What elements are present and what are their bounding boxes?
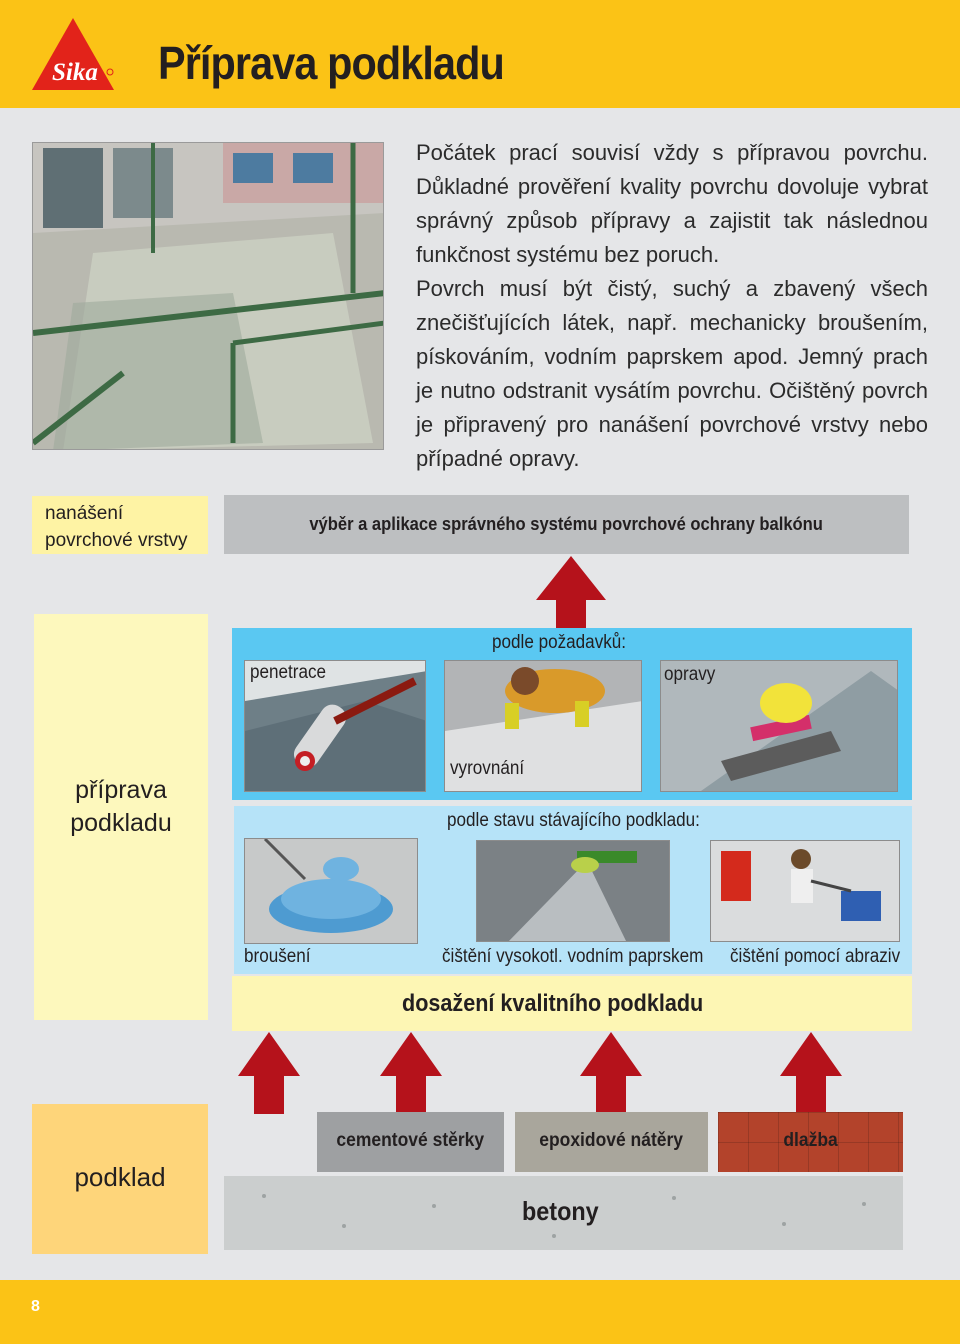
surface-system-bar	[224, 495, 909, 554]
category-preparation: příprava podkladu	[34, 614, 208, 1020]
penetration-label: penetrace	[250, 662, 327, 683]
base-tiles	[718, 1112, 903, 1172]
category-surface-layer: nanášení povrchové vrstvy	[32, 496, 208, 554]
base-cement-screed	[317, 1112, 504, 1172]
requirements-panel	[232, 628, 912, 800]
arrow-up-icon	[774, 1032, 848, 1114]
intro-paragraph-2: Povrch musí být čistý, suchý a zbavený všech znečišťujících látek, např. mechanicky broušením, pískováním, vodním paprskem apod. Jemný prach je nutno odstranit vysátím povrchu. Očištěný povrch je připravený pro nanášení povrchové vrstvy nebo případné opravy.	[416, 276, 928, 471]
intro-text	[416, 136, 928, 476]
grinding-label: broušení	[244, 946, 311, 967]
balcony-photo	[32, 142, 384, 450]
levelling-label: vyrovnání	[450, 758, 525, 779]
concrete-label: betony	[522, 1196, 599, 1226]
logo-wordmark: Sika	[52, 59, 98, 86]
quality-bar	[232, 976, 912, 1031]
sika-logo	[30, 16, 116, 92]
water-jet-photo	[476, 840, 670, 942]
arrow-up-icon	[534, 556, 608, 628]
base-epoxy-coating	[515, 1112, 708, 1172]
conditions-panel	[234, 806, 912, 974]
page-number: 8	[31, 1298, 40, 1315]
abrasive-photo	[710, 840, 900, 942]
page-title: Příprava podkladu	[158, 37, 504, 89]
base-concrete	[224, 1176, 903, 1250]
epoxy-coating-label: epoxidové nátěry	[539, 1130, 684, 1151]
arrow-up-icon	[374, 1032, 448, 1114]
grinding-photo	[244, 838, 418, 944]
quality-label: dosažení kvalitního podkladu	[402, 990, 704, 1017]
requirements-heading: podle požadavků:	[492, 632, 627, 653]
page-footer	[0, 1280, 960, 1344]
repairs-label: opravy	[664, 664, 716, 685]
arrow-up-icon	[574, 1032, 648, 1114]
category-base: podklad	[32, 1104, 208, 1254]
tiles-label: dlažba	[783, 1130, 838, 1151]
arrow-up-icon	[232, 1032, 306, 1114]
surface-system-label: výběr a aplikace správného systému povrchové ochrany balkónu	[309, 514, 824, 534]
conditions-heading: podle stavu stávajícího podkladu:	[447, 810, 700, 831]
abrasive-label: čištění pomocí abraziv	[730, 946, 901, 967]
cement-screed-label: cementové stěrky	[336, 1130, 485, 1151]
water-jet-label: čištění vysokotl. vodním paprskem	[442, 946, 704, 967]
intro-paragraph-1: Počátek prací souvisí vždy s přípravou povrchu. Důkladné prověření kvality povrchu dovoluje vybrat správný způsob přípravy a zajistit tak následnou funkčnost systému bez poruch.	[416, 140, 928, 267]
